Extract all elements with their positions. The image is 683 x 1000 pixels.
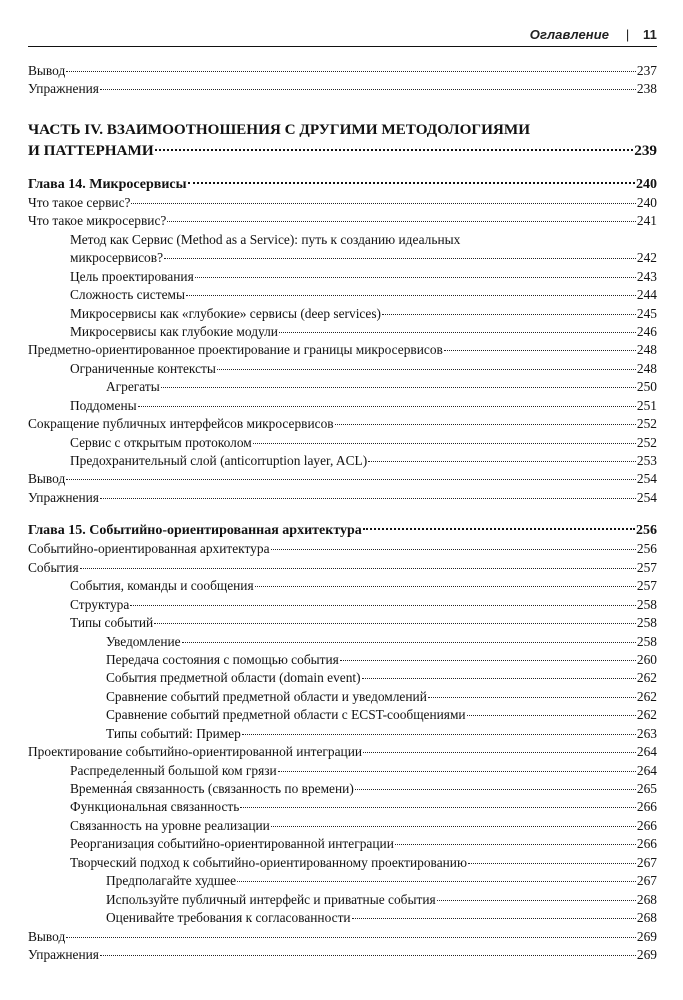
toc-entry-title: Проектирование событийно-ориентированной интеграции xyxy=(28,744,363,760)
toc-entry[interactable] xyxy=(28,341,657,359)
toc-entry[interactable] xyxy=(28,434,657,452)
toc-entry-title: Сравнение событий предметной области с ECST-сообщениями xyxy=(106,707,466,723)
toc-entry-title: Типы событий xyxy=(70,615,154,631)
header-rule xyxy=(28,46,657,47)
toc-entry-title: Событийно-ориентированная архитектура xyxy=(28,541,270,557)
toc-entry-page: 250 xyxy=(636,379,657,395)
toc-entry-page: 266 xyxy=(636,799,657,815)
dot-leader xyxy=(363,752,636,753)
dot-leader xyxy=(217,369,636,370)
dot-leader xyxy=(80,568,636,569)
toc-entry-title: Творческий подход к событийно-ориентированному проектированию xyxy=(70,854,467,870)
dot-leader xyxy=(195,277,636,278)
toc-entry-title: Типы событий: Пример xyxy=(106,725,241,741)
toc-entry-page: 246 xyxy=(636,323,657,339)
dot-leader xyxy=(355,789,636,790)
dot-leader xyxy=(237,881,636,882)
dot-leader xyxy=(444,350,636,351)
dot-leader xyxy=(255,586,636,587)
toc-entry-title: Упражнения xyxy=(28,81,99,97)
toc-entry-title: Цель проектирования xyxy=(70,268,194,284)
toc-entry-page: 262 xyxy=(636,688,657,704)
toc-entry[interactable] xyxy=(28,286,657,304)
toc-entry-title: Используйте публичный интерфейс и приватные события xyxy=(106,891,436,907)
toc-entry-title: События xyxy=(28,559,79,575)
toc-entry-title: микросервисов? xyxy=(70,250,164,266)
dot-leader xyxy=(278,771,636,772)
dot-leader xyxy=(167,221,636,222)
toc-entry-page: 266 xyxy=(636,817,657,833)
toc-entry-page: 256 xyxy=(636,541,657,557)
part-heading[interactable] xyxy=(28,119,657,161)
dot-leader xyxy=(363,528,635,530)
toc-entry-page: 252 xyxy=(636,416,657,432)
toc-entry[interactable] xyxy=(28,614,657,632)
toc-entry-continuation[interactable] xyxy=(28,249,657,267)
toc-entry-page: 262 xyxy=(636,670,657,686)
dot-leader xyxy=(395,844,636,845)
part-title-line1: ЧАСТЬ IV. ВЗАИМООТНОШЕНИЯ С ДРУГИМИ МЕТОДОЛОГИЯМИ xyxy=(28,120,531,138)
toc-entry[interactable] xyxy=(28,928,657,946)
toc-entry-title: Связанность на уровне реализации xyxy=(70,817,270,833)
chapter-page: 256 xyxy=(636,523,657,539)
dot-leader xyxy=(253,443,636,444)
toc-entry-page: 267 xyxy=(636,873,657,889)
toc-entry[interactable] xyxy=(28,817,657,835)
toc-entry-title: Микросервисы как глубокие модули xyxy=(70,323,278,339)
toc-entry-page: 262 xyxy=(636,707,657,723)
toc-entry[interactable] xyxy=(28,489,657,507)
toc-entry-title: Сервис с открытым протоколом xyxy=(70,434,252,450)
toc-entry-page: 264 xyxy=(636,744,657,760)
dot-leader xyxy=(368,461,636,462)
toc-entry-title: Оценивайте требования к согласованности xyxy=(106,910,351,926)
toc-entry-page: 265 xyxy=(636,781,657,796)
toc-entry-page: 257 xyxy=(636,559,657,575)
toc-entry-page: 269 xyxy=(636,946,657,962)
toc-entry-title: Вывод xyxy=(28,928,66,944)
toc-entry-page: 269 xyxy=(636,928,657,944)
dot-leader xyxy=(100,498,636,499)
toc-entry[interactable] xyxy=(28,725,657,743)
toc-entry-page: 242 xyxy=(636,250,657,266)
toc-entry[interactable] xyxy=(28,577,657,595)
chapter-heading[interactable] xyxy=(28,175,657,194)
toc-entry-page: 241 xyxy=(636,213,657,229)
chapter-page: 240 xyxy=(636,176,657,192)
toc-entry-title: Упражнения xyxy=(28,489,99,505)
toc-entry-page: 254 xyxy=(636,489,657,505)
chapter-title: Глава 14. Микросервисы xyxy=(28,176,187,192)
dot-leader xyxy=(100,89,636,90)
toc-entry[interactable] xyxy=(28,762,657,780)
toc-entry[interactable] xyxy=(28,80,657,98)
header-separator: | xyxy=(625,27,630,42)
toc-entry[interactable] xyxy=(28,323,657,341)
toc-entry-title: Сложность системы xyxy=(70,287,185,303)
toc-entry[interactable] xyxy=(28,231,657,249)
toc-entry-title: События предметной области (domain event) xyxy=(106,670,361,686)
toc-entry-page: 258 xyxy=(636,615,657,631)
toc-entry-title: Предметно-ориентированное проектирование и границы микросервисов xyxy=(28,342,443,358)
dot-leader xyxy=(131,203,635,204)
toc-entry-page: 243 xyxy=(636,268,657,284)
toc-entry-title: Что такое микросервис? xyxy=(28,213,167,229)
toc-entry-title: Предполагайте худшее xyxy=(106,873,237,889)
toc-entry[interactable] xyxy=(28,798,657,816)
dot-leader xyxy=(467,715,636,716)
toc-entry-page: 258 xyxy=(636,596,657,612)
toc-entry-page: 263 xyxy=(636,725,657,741)
dot-leader xyxy=(352,918,636,919)
toc-entry-page: 254 xyxy=(636,471,657,487)
table-of-contents xyxy=(28,62,657,964)
dot-leader xyxy=(279,332,636,333)
toc-entry[interactable] xyxy=(28,360,657,378)
toc-entry[interactable] xyxy=(28,559,657,577)
dot-leader xyxy=(100,955,636,956)
toc-entry[interactable] xyxy=(28,596,657,614)
toc-entry-title: Уведомление xyxy=(106,633,181,649)
dot-leader xyxy=(240,807,636,808)
toc-entry[interactable] xyxy=(28,540,657,558)
dot-leader xyxy=(362,678,636,679)
dot-leader xyxy=(161,387,636,388)
dot-leader xyxy=(155,149,634,151)
toc-entry[interactable] xyxy=(28,669,657,687)
toc-entry-title: Временна́я связанность (связанность по времени) xyxy=(70,781,354,796)
toc-entry-page: 264 xyxy=(636,762,657,778)
dot-leader xyxy=(340,660,636,661)
toc-entry-title: Реорганизация событийно-ориентированной интеграции xyxy=(70,836,394,852)
toc-entry-page: 253 xyxy=(636,453,657,468)
dot-leader xyxy=(382,314,636,315)
toc-entry[interactable] xyxy=(28,62,657,80)
dot-leader xyxy=(335,424,636,425)
toc-entry[interactable] xyxy=(28,854,657,872)
toc-entry[interactable] xyxy=(28,212,657,230)
toc-entry[interactable] xyxy=(28,891,657,909)
dot-leader xyxy=(437,900,636,901)
toc-entry-title: Передача состояния с помощью события xyxy=(106,651,339,667)
dot-leader xyxy=(66,937,636,938)
header-section-title: Оглавление xyxy=(529,27,610,42)
toc-entry-page: 252 xyxy=(636,434,657,450)
toc-entry[interactable] xyxy=(28,946,657,964)
toc-entry[interactable] xyxy=(28,688,657,706)
toc-entry-title: Агрегаты xyxy=(106,379,160,395)
dot-leader xyxy=(130,605,636,606)
toc-entry[interactable] xyxy=(28,651,657,669)
dot-leader xyxy=(182,642,636,643)
toc-entry[interactable] xyxy=(28,780,657,798)
toc-entry[interactable] xyxy=(28,397,657,415)
chapter-title: Глава 15. Событийно-ориентированная архитектура xyxy=(28,523,362,539)
header-page-number: 11 xyxy=(643,27,657,42)
dot-leader xyxy=(428,697,636,698)
toc-entry[interactable] xyxy=(28,835,657,853)
toc-entry-page: 245 xyxy=(636,305,657,321)
dot-leader xyxy=(242,734,636,735)
dot-leader xyxy=(164,258,636,259)
toc-entry-page: 248 xyxy=(636,360,657,376)
dot-leader xyxy=(66,479,636,480)
toc-entry[interactable] xyxy=(28,743,657,761)
toc-entry-page: 251 xyxy=(636,397,657,413)
toc-entry-title: Метод как Сервис (Method as a Service): путь к созданию идеальных xyxy=(70,231,461,247)
toc-entry-title: Вывод xyxy=(28,63,66,78)
toc-entry-title: Сравнение событий предметной области и уведомлений xyxy=(106,688,427,704)
toc-entry[interactable] xyxy=(28,706,657,724)
toc-entry[interactable] xyxy=(28,909,657,927)
dot-leader xyxy=(271,826,636,827)
toc-entry-page: 248 xyxy=(636,342,657,358)
toc-entry-page: 244 xyxy=(636,287,657,303)
toc-entry-title: Микросервисы как «глубокие» сервисы (deep services) xyxy=(70,305,381,321)
toc-entry-page: 266 xyxy=(636,836,657,852)
part-title-line2: И ПАТТЕРНАМИ xyxy=(28,141,154,159)
toc-entry[interactable] xyxy=(28,470,657,488)
toc-entry-title: Структура xyxy=(70,596,130,612)
toc-entry[interactable] xyxy=(28,633,657,651)
dot-leader xyxy=(154,623,636,624)
dot-leader xyxy=(468,863,636,864)
dot-leader xyxy=(186,295,636,296)
dot-leader xyxy=(188,182,635,184)
dot-leader xyxy=(138,406,636,407)
toc-entry-title: Сокращение публичных интерфейсов микросервисов xyxy=(28,416,334,432)
toc-entry-title: Распределенный большой ком грязи xyxy=(70,762,277,778)
toc-entry-page: 268 xyxy=(636,910,657,926)
toc-entry-page: 260 xyxy=(636,651,657,667)
dot-leader xyxy=(271,549,636,550)
dot-leader xyxy=(66,71,636,72)
toc-entry-title: Упражнения xyxy=(28,946,99,962)
toc-entry-page: 237 xyxy=(636,63,657,78)
running-header xyxy=(0,27,657,42)
toc-entry[interactable] xyxy=(28,268,657,286)
toc-entry-page: 238 xyxy=(636,81,657,97)
toc-entry[interactable] xyxy=(28,378,657,396)
toc-entry-page: 267 xyxy=(636,854,657,870)
toc-entry-page: 258 xyxy=(636,633,657,649)
toc-entry-title: Функциональная связанность xyxy=(70,799,240,815)
toc-entry-title: Поддомены xyxy=(70,397,137,413)
toc-entry-page: 257 xyxy=(636,578,657,594)
toc-entry-title: События, команды и сообщения xyxy=(70,578,254,594)
toc-entry[interactable] xyxy=(28,872,657,890)
toc-entry[interactable] xyxy=(28,194,657,212)
toc-entry-title: Предохранительный слой (anticorruption layer, ACL) xyxy=(70,453,368,468)
toc-entry-page: 268 xyxy=(636,891,657,907)
part-page: 239 xyxy=(634,141,657,159)
toc-entry[interactable] xyxy=(28,415,657,433)
toc-entry-title: Ограниченные контексты xyxy=(70,360,216,376)
toc-entry-page: 240 xyxy=(636,194,657,210)
toc-entry[interactable] xyxy=(28,452,657,470)
toc-entry-title: Вывод xyxy=(28,471,66,487)
toc-entry[interactable] xyxy=(28,305,657,323)
toc-entry-title: Что такое сервис? xyxy=(28,194,131,210)
chapter-heading[interactable] xyxy=(28,521,657,540)
